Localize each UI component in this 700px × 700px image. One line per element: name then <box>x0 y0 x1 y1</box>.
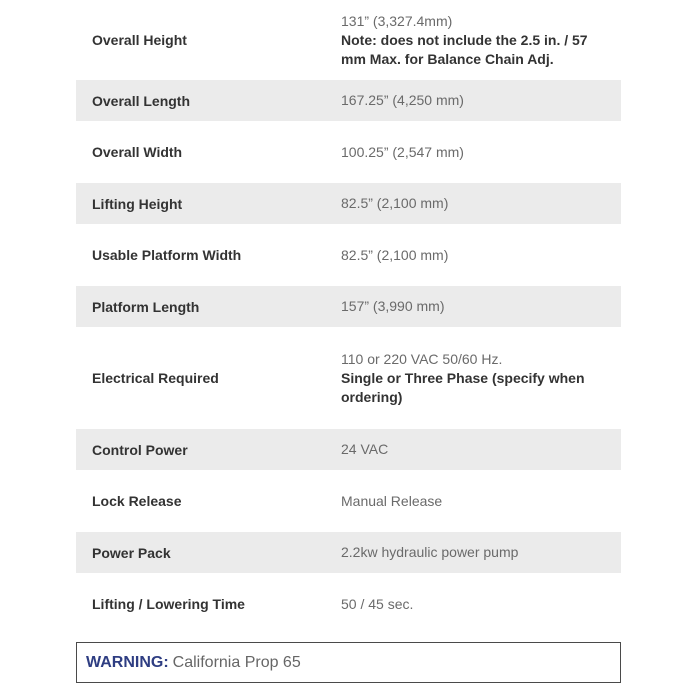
spec-value: 82.5” (2,100 mm) <box>341 246 449 263</box>
spec-row-lifting-lowering-time <box>76 573 621 635</box>
spec-note: Single or Three Phase (specify when ordering) <box>341 369 585 405</box>
spec-row-lifting-height <box>76 183 621 224</box>
spec-row-lock-release <box>76 470 621 532</box>
spec-value-text: 110 or 220 VAC 50/60 Hz. <box>341 350 503 367</box>
warning-text: California Prop 65 <box>172 653 301 671</box>
spec-value: 157” (3,990 mm) <box>341 298 445 314</box>
spec-row-control-power <box>76 429 621 470</box>
spec-label: Usable Platform Width <box>92 247 242 263</box>
spec-value: 50 / 45 sec. <box>341 595 414 612</box>
spec-row-overall-height <box>76 0 621 80</box>
spec-table <box>76 0 621 635</box>
spec-label: Electrical Required <box>92 370 219 386</box>
spec-label: Overall Height <box>92 32 187 48</box>
spec-value: 167.25” (4,250 mm) <box>341 92 464 108</box>
spec-label: Control Power <box>92 441 188 458</box>
spec-row-power-pack <box>76 532 621 573</box>
spec-row-overall-length <box>76 80 621 121</box>
spec-label: Overall Width <box>92 144 183 160</box>
spec-note: Note: does not include the 2.5 in. / 57 mm Max. for Balance Chain Adj. <box>341 31 588 67</box>
spec-value: 24 VAC <box>341 441 389 457</box>
spec-value: 2.2kw hydraulic power pump <box>341 544 519 560</box>
spec-row-platform-length <box>76 286 621 327</box>
spec-value <box>341 350 621 407</box>
spec-label: Overall Length <box>92 92 191 109</box>
spec-label: Lifting Height <box>92 195 183 212</box>
spec-row-overall-width <box>76 121 621 183</box>
spec-value <box>341 12 621 69</box>
spec-label: Lifting / Lowering Time <box>92 596 245 612</box>
spec-value-text: 131” (3,327.4mm) <box>341 12 453 29</box>
warning-box <box>76 642 621 683</box>
spec-value: 82.5” (2,100 mm) <box>341 195 449 211</box>
spec-label: Power Pack <box>92 544 171 561</box>
spec-row-electrical-required <box>76 327 621 429</box>
spec-label: Platform Length <box>92 298 200 315</box>
warning-label: WARNING: <box>86 653 169 671</box>
spec-value: Manual Release <box>341 492 443 509</box>
spec-value: 100.25” (2,547 mm) <box>341 143 464 160</box>
spec-row-usable-platform-width <box>76 224 621 286</box>
spec-label: Lock Release <box>92 493 182 509</box>
